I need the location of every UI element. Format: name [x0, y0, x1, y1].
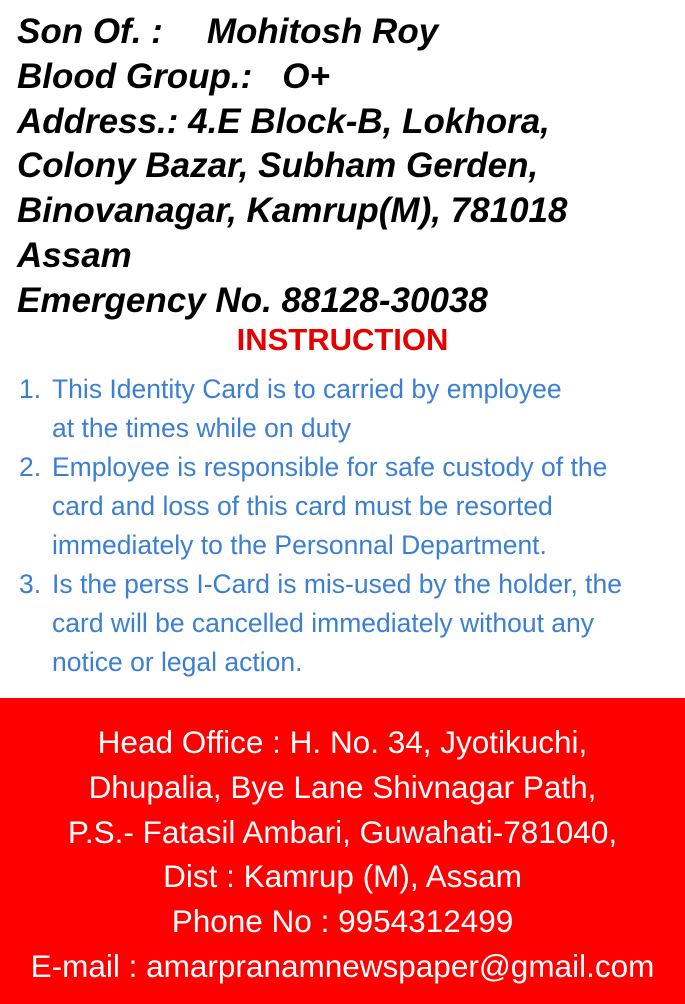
head-office-address-line-1: Head Office : H. No. 34, Jyotikuchi,: [97, 724, 588, 760]
instruction-line: notice or legal action.: [52, 647, 303, 677]
instruction-line: card will be cancelled immediately without any: [52, 608, 595, 638]
address-line-3: Binovanagar, Kamrup(M), 781018: [17, 191, 568, 231]
son-of-value: Mohitosh Roy: [206, 12, 439, 51]
instruction-line: Is the perss I-Card is mis-used by the holder, the: [52, 569, 623, 599]
head-office-address-line-3: P.S.- Fatasil Ambari, Guwahati-781040,: [67, 813, 618, 850]
instruction-item-2: [0, 448, 685, 565]
email-address: E-mail : amarpranamnewspaper@gmail.com: [30, 947, 655, 984]
instruction-list: [0, 370, 685, 682]
instruction-line: immediately to the Personnal Department.: [52, 530, 547, 560]
instruction-item-3: [0, 565, 685, 682]
instruction-line: at the times while on duty: [52, 413, 352, 443]
blood-group-label: Blood Group.:: [17, 56, 253, 96]
emergency-number: Emergency No. 88128-30038: [17, 280, 488, 320]
instruction-line: Employee is responsible for safe custody of the: [52, 452, 608, 482]
blood-group-row: [17, 55, 677, 100]
head-office-footer: [0, 698, 685, 1004]
instruction-line: card and loss of this card must be resorted: [52, 491, 553, 521]
instruction-item-1: [0, 370, 685, 448]
blood-group-value: O+: [282, 56, 330, 96]
phone-number: Phone No : 9954312499: [171, 903, 514, 940]
instruction-number: 3.: [19, 569, 42, 599]
son-of-label: Son Of. :: [17, 12, 163, 51]
instruction-heading: INSTRUCTION: [236, 322, 449, 357]
address-line-2: Colony Bazar, Subham Gerden,: [17, 146, 539, 186]
instruction-number: 2.: [19, 452, 42, 482]
son-of-row: [17, 10, 677, 55]
employee-details: [17, 10, 677, 324]
head-office-address-line-4: Dist : Kamrup (M), Assam: [163, 858, 522, 895]
instruction-line: This Identity Card is to carried by employee: [52, 374, 562, 404]
address-line-4: Assam: [17, 235, 132, 275]
instruction-number: 1.: [19, 374, 42, 404]
address-line-1: Address.: 4.E Block-B, Lokhora,: [17, 101, 550, 141]
head-office-address-line-2: Dhupalia, Bye Lane Shivnagar Path,: [88, 768, 597, 805]
